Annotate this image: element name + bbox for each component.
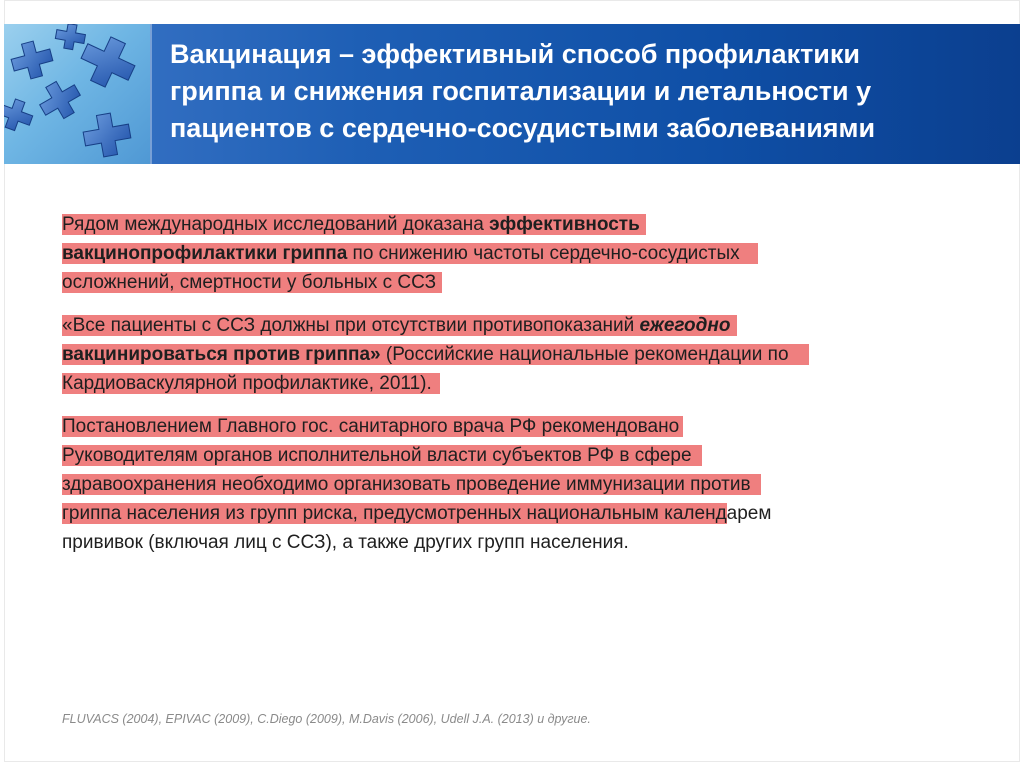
- text: Рядом международных исследований доказана: [62, 214, 490, 235]
- text: прививок (включая лиц с ССЗ), а также других групп населения.: [62, 532, 629, 553]
- paragraph-recommendation: [62, 311, 962, 398]
- highlighted-text: [62, 243, 758, 264]
- slide-title: [170, 36, 1000, 147]
- text: «Все пациенты с ССЗ должны при отсутствии противопоказаний: [62, 315, 640, 336]
- puzzle-crosses-icon: [4, 24, 150, 164]
- highlighted-text: [62, 315, 737, 336]
- text: по снижению частоты сердечно-сосудистых: [347, 243, 740, 264]
- text: осложнений, смертности у больных с ССЗ: [62, 272, 437, 293]
- text: Руководителям органов исполнительной власти субъектов РФ в сфере: [62, 445, 692, 466]
- paragraph-regulation: [62, 412, 962, 557]
- bold-text: вакцинопрофилактики гриппа: [62, 243, 348, 264]
- highlighted-text: [62, 445, 702, 466]
- highlighted-text: [62, 214, 646, 235]
- text: здравоохранения необходимо организовать проведение иммунизации против: [62, 474, 751, 495]
- text: Кардиоваскулярной профилактике, 2011).: [62, 373, 432, 394]
- highlighted-text: [62, 416, 683, 437]
- title-line: пациентов с сердечно-сосудистыми заболеваниями: [170, 113, 876, 143]
- title-line: гриппа и снижения госпитализации и летальности у: [170, 76, 872, 106]
- text: арем: [726, 503, 772, 524]
- header-divider: [150, 24, 152, 164]
- puzzle-crosses-image: [4, 24, 150, 164]
- paragraph-evidence: [62, 210, 962, 297]
- bold-text: эффективность: [489, 214, 640, 235]
- highlighted-text: [62, 503, 727, 524]
- text: (Российские национальные рекомендации по: [380, 344, 789, 365]
- text: гриппа населения из групп риска, предусмотренных национальным календ: [62, 503, 727, 524]
- title-line: Вакцинация – эффективный способ профилактики: [170, 39, 861, 69]
- highlighted-text: [62, 344, 809, 365]
- slide-header: [4, 24, 1020, 164]
- bold-text: вакцинироваться против гриппа»: [62, 344, 381, 365]
- highlighted-text: [62, 373, 440, 394]
- highlighted-text: [62, 474, 761, 495]
- text: Постановлением Главного гос. санитарного врача РФ рекомендовано: [62, 416, 680, 437]
- bold-italic-text: ежегодно: [639, 315, 731, 336]
- highlighted-text: [62, 272, 442, 293]
- sources-footnote: FLUVACS (2004), EPIVAC (2009), C.Diego (2009), M.Davis (2006), Udell J.A. (2013) и другие.: [62, 712, 591, 726]
- slide-body: [62, 210, 962, 571]
